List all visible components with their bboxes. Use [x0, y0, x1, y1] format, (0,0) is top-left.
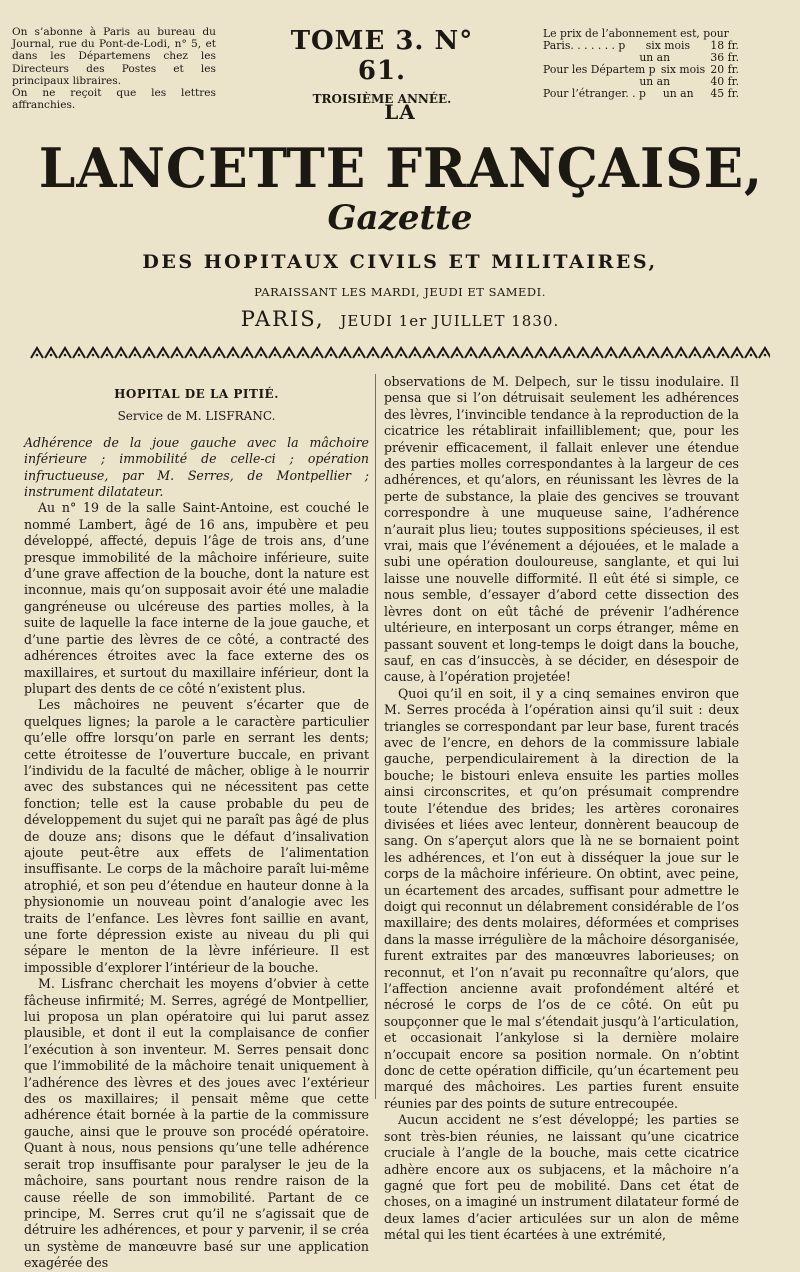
paragraph: Les mâchoires ne peuvent s’écarter que de quelques lignes; la parole a le caractère particulier qu’elle offre lorsqu’on parle en serrant les dents; cette étroitesse de l’ouverture buccale, en privant l’individu de la faculté de mâcher, oblige à le nourrir avec des substances qui ne nécessitent pas cette fonction; telle est la cause probable du peu de développement du sujet qui ne paraît pas âgé de plus de douze ans; disons que le défaut d’insalivation ajoute peut-être aux effets de l’alimentation insuffisante. Le corps de la mâchoire paraît lui-même atrophié, et son peu d’étendue en hauteur donne à la physionomie un nouveau point d’analogie avec les traits de l’enfance. Les lèvres font saillie en avant, une forte dépression existe au niveau du pli qui sépare le menton de la lèvre inférieure. Il est impossible d’explorer l’intérieur de la bouche.	[24, 697, 369, 975]
price-title: Le prix de l’abonnement est, pour	[543, 27, 729, 40]
subscription-address: On s’abonne à Paris au bureau du Journal, rue du Pont-de-Lodi, n° 5, et dans les Départemens chez les Directeurs des Postes et les principaux libraires.	[12, 26, 216, 87]
right-column	[384, 374, 739, 1244]
volume-number: TOME 3. N° 61.	[290, 26, 474, 86]
paragraph: Aucun accident ne s’est développé; les parties se sont très-bien réunies, ne laissant qu’une cicatrice cruciale à l’angle de la bouche, mais cette cicatrice adhère encore aux os subjacens, et la mâchoire n’a gagné que fort peu de mobilité. Dans cet état de choses, on a imaginé un instrument dilatateur formé de deux lames d’acier articulées sur un alon de même métal qui les tient écartées à une extrémité,	[384, 1112, 739, 1243]
paragraph: Au n° 19 de la salle Saint-Antoine, est couché le nommé Lambert, âgé de 16 ans, impubère et peu développé, affecté, depuis l’âge de trois ans, d’une presque immobilité de la mâchoire inférieure, suite d’une grave affection de la bouche, dont la nature est inconnue, mais qu’on supposait avoir été une maladie gangréneuse ou ulcéreuse des parties molles, à la suite de laquelle la face interne de la joue gauche, et d’une partie des lèvres de ce côté, a contracté des adhérences étroites avec la face externe des os maxillaires, et surtout du maxillaire inférieur, dont la plupart des dents de ce côté n’existent plus.	[24, 500, 369, 696]
column-divider	[375, 374, 376, 1099]
case-title: Adhérence de la joue gauche avec la mâchoire inférieure ; immobilité de celle-ci ; opération infructueuse, par M. Serres, de Montpellier ; instrument dilatateur.	[24, 434, 369, 500]
price-row: Pour l’étranger. . p un an 45 fr.	[543, 86, 739, 100]
volume-info	[264, 26, 500, 106]
letters-notice: On ne reçoit que les lettres affranchies.	[12, 87, 216, 112]
price-row: un an 36 fr.	[639, 50, 739, 64]
publication-days: PARAISSANT LES MARDI, JEUDI ET SAMEDI.	[254, 285, 546, 299]
paragraph: M. Lisfranc cherchait les moyens d’obvier à cette fâcheuse infirmité; M. Serres, agrégé de Montpellier, lui proposa un plan opératoire qui lui parut assez plausible, et dont il eut la complaisance de confier l’exécution à son inventeur. M. Serres pensait donc que l’immobilité de la mâchoire tenait uniquement à l’adhérence des lèvres et des joues avec l’extérieur des os maxillaires; il pensait même que cette adhérence était bornée à la partie de la commissure gauche, ainsi que le prouve son procédé opératoire. Quant à nous, nous pensions qu’une telle adhérence serait trop insuffisante pour paralyser le jeu de la mâchoire, sans pourtant nous rendre raison de la cause réelle de son immobilité. Partant de ce principe, M. Serres crut qu’il ne s’agissait que de détruire les adhérences, et pour y parvenir, il se créa un système de manœuvre basé sur une application exagérée des	[24, 976, 369, 1271]
subscription-notice	[12, 26, 216, 111]
service-line: Service de M. LISFRANC.	[117, 409, 276, 424]
price-row: un an 40 fr.	[639, 74, 739, 88]
hospital-heading: HOPITAL DE LA PITIÉ.	[114, 387, 279, 401]
city: PARIS,	[240, 307, 325, 331]
paragraph: observations de M. Delpech, sur le tissu inodulaire. Il pensa que si l’on détruisait seulement les adhérences des lèvres, l’invincible tendance à la reproduction de la cicatrice les rétablirait infailliblement; que, pour les prévenir efficacement, il fallait enlever une étendue des parties molles correspondantes à la largeur de ces adhérences, et qu’alors, en réunissant les lèvres de la perte de substance, la plaie des gencives se trouvant correspondre à une muqueuse saine, l’adhérence n’aurait plus lieu; toutes suppositions spécieuses, il est vrai, mais que l’événement a déjouées, et le malade a subi une opération douloureuse, sanglante, et qui lui laisse une nouvelle difformité. Il eût été si simple, ce nous semble, d’essayer d’abord cette dissection des lèvres dont on eût tâché de prévenir l’adhérence ultérieure, en interposant un corps étranger, même en passant souvent et long-temps le doigt dans la bouche, sauf, en cas d’insuccès, à se décider, en désespoir de cause, à l’opération projetée!	[384, 374, 739, 685]
year-of-publication: TROISIÈME ANNÉE.	[312, 92, 452, 106]
dateline	[0, 307, 800, 331]
masthead-article: LA	[384, 100, 416, 124]
ornamental-rule	[30, 346, 770, 360]
newspaper-title: LANCETTE FRANÇAISE,	[38, 136, 764, 200]
gazette-title: Gazette	[327, 198, 473, 238]
paragraph: Quoi qu’il en soit, il y a cinq semaines environ que M. Serres procéda à l’opération ainsi qu’il suit : deux triangles se correspondant par leur base, furent tracés avec de l’encre, en dehors de la commissure labiale gauche, perpendiculairement à la direction de la bouche; le bistouri enleva ensuite les parties molles ainsi circonscrites, et qu’on présumait comprendre toute l’étendue des brides; les artères coronaires divisées et liées avec lenteur, donnèrent beaucoup de sang. On s’aperçut alors que là ne se bornaient point les adhérences, et l’on eut à disséquer la joue sur le corps de la mâchoire inférieure. On obtint, avec peine, un écartement des arcades, suffisant pour admettre le doigt qui reconnut un délabrement considérable de l’os maxillaire; des dents molaires, déformées et comprises dans la masse irrégulière de la mâchoire désorganisée, furent extraites par des manœuvres laborieuses; on reconnut, et l’on n’avait pu reconnaître qu’alors, que l’affection ancienne avait profondément altéré et nécrosé le corps de l’os de ce côté. On eût pu soupçonner que le mal s’étendait jusqu’à l’articulation, et occasionait l’ankylose si la dernière molaire n’occupait encore sa position normale. On n’obtint donc de cette opération difficile, qu’un écartement peu marqué des mâchoires. Les parties furent ensuite réunies par des points de suture entrecoupée.	[384, 685, 739, 1111]
price-row: Paris. . . . . . . p six mois 18 fr.	[543, 38, 739, 52]
left-column	[24, 374, 369, 1272]
newspaper-subtitle: DES HOPITAUX CIVILS ET MILITAIRES,	[142, 251, 658, 273]
issue-date: JEUDI 1er JUILLET 1830.	[340, 312, 560, 330]
price-row: Pour les Départem p six mois 20 fr.	[543, 62, 739, 76]
price-table	[543, 28, 739, 99]
